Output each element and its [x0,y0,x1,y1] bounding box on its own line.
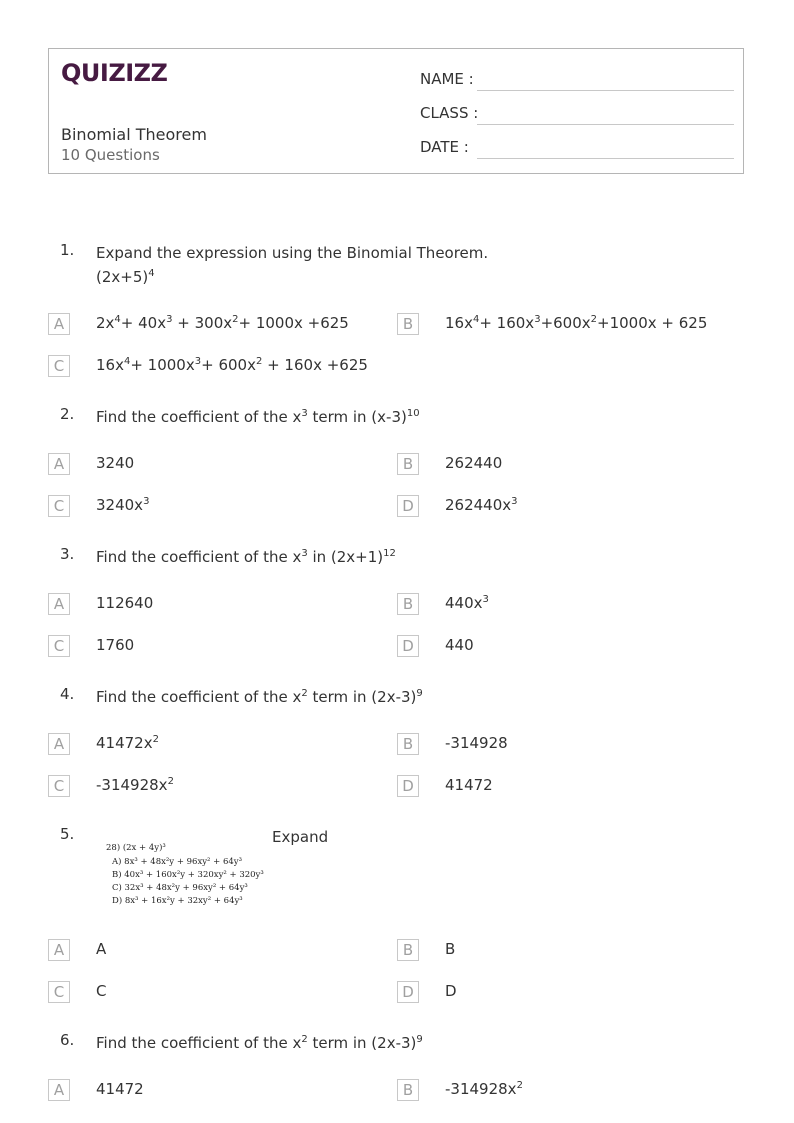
image-line-4: C) 32x³ + 48x²y + 96xy² + 64y³ [112,883,248,893]
option-letter: A [48,733,70,755]
name-line[interactable] [477,68,734,91]
q2-option-a[interactable] [48,453,388,477]
option-text: -314928 [445,734,508,752]
option-text: $3240x^3$ [96,496,150,514]
question-number: 5. [60,825,75,843]
option-letter: A [48,313,70,335]
image-line-3: B) 40x³ + 160x²y + 320xy² + 320y³ [112,870,264,880]
option-text: A [96,940,107,958]
question-text: Find the coefficient of the $x^3$ term in $(x-3)^{10}$ [96,408,420,426]
option-letter: D [397,495,419,517]
option-letter: B [397,733,419,755]
option-letter: B [397,939,419,961]
option-text: $41472x^2$ [96,734,159,752]
option-text: $262440x^3$ [445,496,518,514]
q5-option-c[interactable] [48,981,388,1005]
option-text: $440x^3$ [445,594,489,612]
option-text: 41472 [96,1080,144,1098]
name-label: NAME : [420,70,474,88]
option-text: 440 [445,636,474,654]
class-label: CLASS : [420,104,479,122]
option-letter: D [397,981,419,1003]
option-letter: D [397,775,419,797]
q2-option-d[interactable] [397,495,737,519]
option-letter: C [48,775,70,797]
option-letter: C [48,981,70,1003]
option-text: $16x^4+ 160x^3+600x^2+1000x + 625$ [445,314,708,332]
q3-option-d[interactable] [397,635,737,659]
date-line[interactable] [477,136,734,159]
option-letter: B [397,453,419,475]
option-letter: B [397,593,419,615]
option-text: $-314928x^2$ [96,776,174,794]
class-field[interactable] [420,101,734,125]
option-letter: D [397,635,419,657]
q5-option-b[interactable] [397,939,737,963]
option-text: 112640 [96,594,154,612]
q1-option-b[interactable] [397,313,737,337]
class-line[interactable] [477,102,734,125]
q6-option-a[interactable] [48,1079,388,1103]
option-text: 262440 [445,454,503,472]
question-5-image [106,840,266,912]
question-number: 6. [60,1031,75,1049]
question-line-1: Expand the expression using the Binomial Theorem. [96,244,489,262]
q2-option-c[interactable] [48,495,388,519]
option-text: 41472 [445,776,493,794]
image-line-5: D) 8x³ + 16x²y + 32xy² + 64y³ [112,896,243,906]
question-image-svg [106,840,266,912]
question-number: 2. [60,405,75,423]
worksheet-header [48,48,744,174]
q5-option-a[interactable] [48,939,388,963]
q3-option-a[interactable] [48,593,388,617]
question-number: 3. [60,545,75,563]
option-letter: C [48,635,70,657]
option-letter: B [397,313,419,335]
option-letter: C [48,495,70,517]
option-text: D [445,982,457,1000]
date-label: DATE : [420,138,469,156]
question-number: 4. [60,685,75,703]
question-text: Find the coefficient of the $x^2$ term in $(2x-3)^9$ [96,688,423,706]
q4-option-b[interactable] [397,733,737,757]
date-field[interactable] [420,135,734,159]
q1-option-c[interactable] [48,355,388,379]
option-letter: B [397,1079,419,1101]
q4-option-a[interactable] [48,733,388,757]
question-text [96,241,488,289]
image-line-2: A) 8x³ + 48x²y + 96xy² + 64y³ [112,857,243,867]
option-letter: A [48,593,70,615]
image-line-1: 28) (2x + 4y)³ [106,843,166,853]
option-text: 3240 [96,454,135,472]
option-letter: A [48,1079,70,1101]
q4-option-c[interactable] [48,775,388,799]
option-text: $16x^4+ 1000x^3+ 600x^2 + 160x +625$ [96,356,368,374]
option-text: $2x^4+ 40x^3 + 300x^2+ 1000x +625$ [96,314,349,332]
option-text: $-314928x^2$ [445,1080,523,1098]
question-text: Find the coefficient of the $x^2$ term in $(2x-3)^9$ [96,1034,423,1052]
q3-option-c[interactable] [48,635,388,659]
question-text: Expand [272,828,329,846]
option-text: 1760 [96,636,135,654]
option-letter: A [48,939,70,961]
name-field[interactable] [420,67,734,91]
q2-option-b[interactable] [397,453,737,477]
option-text: B [445,940,456,958]
q5-option-d[interactable] [397,981,737,1005]
q1-option-a[interactable] [48,313,388,337]
quizizz-logo: QUIZIZZ [61,59,168,87]
option-letter: C [48,355,70,377]
option-letter: A [48,453,70,475]
question-number: 1. [60,241,75,259]
worksheet-title: Binomial Theorem [61,125,207,144]
option-text: C [96,982,107,1000]
q3-option-b[interactable] [397,593,737,617]
question-line-2: $(2x+5)^4$ [96,268,155,286]
question-text: Find the coefficient of the $x^3$ in $(2x+1)^{12}$ [96,548,396,566]
q4-option-d[interactable] [397,775,737,799]
q6-option-b[interactable] [397,1079,737,1103]
question-count: 10 Questions [61,146,160,164]
